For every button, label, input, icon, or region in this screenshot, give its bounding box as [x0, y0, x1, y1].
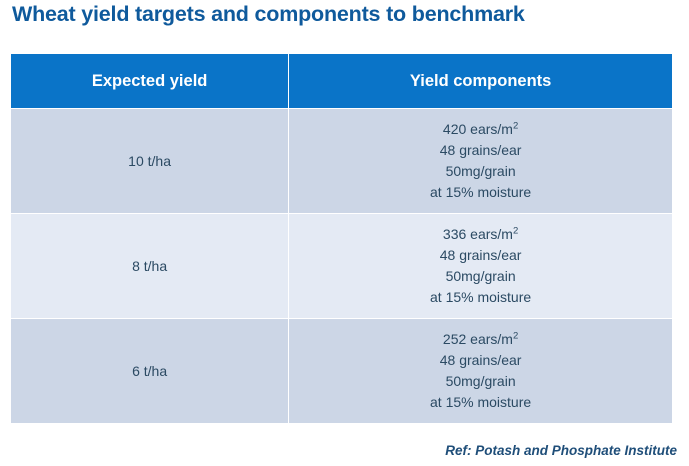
cell-expected-yield: 8 t/ha: [11, 214, 289, 319]
ears-exponent: 2: [512, 120, 519, 132]
ears-exponent: 2: [512, 330, 519, 342]
component-grains: 48 grains/ear: [439, 142, 522, 158]
table-row: [11, 319, 673, 424]
component-moisture: at 15% moisture: [430, 394, 532, 410]
cell-expected-yield: 6 t/ha: [11, 319, 289, 424]
component-grain-weight: 50mg/grain: [445, 373, 516, 389]
component-grains: 48 grains/ear: [439, 352, 522, 368]
component-ears: 420 ears/$m^2$: [442, 120, 519, 137]
table-header: [11, 54, 673, 109]
table-row: [11, 214, 673, 319]
source-reference: Ref: Potash and Phosphate Institute: [445, 443, 677, 458]
component-grain-weight: 50mg/grain: [445, 268, 516, 284]
ears-exponent: 2: [512, 225, 519, 237]
component-grain-weight: 50mg/grain: [445, 163, 516, 179]
component-moisture: at 15% moisture: [430, 184, 532, 200]
table-header-row: [11, 54, 673, 109]
cell-yield-components: [289, 109, 673, 214]
column-header-yield-components: Yield components: [289, 54, 673, 109]
table-body: [11, 109, 673, 424]
component-ears: 336 ears/$m^2$: [442, 225, 519, 242]
table-row: [11, 109, 673, 214]
component-ears: 252 ears/$m^2$: [442, 330, 519, 347]
component-moisture: at 15% moisture: [430, 289, 532, 305]
cell-expected-yield: 10 t/ha: [11, 109, 289, 214]
cell-yield-components: [289, 319, 673, 424]
yield-table: [10, 53, 673, 424]
column-header-expected-yield: Expected yield: [11, 54, 289, 109]
cell-yield-components: [289, 214, 673, 319]
component-grains: 48 grains/ear: [439, 247, 522, 263]
page-title: Wheat yield targets and components to benchmark: [12, 2, 525, 26]
